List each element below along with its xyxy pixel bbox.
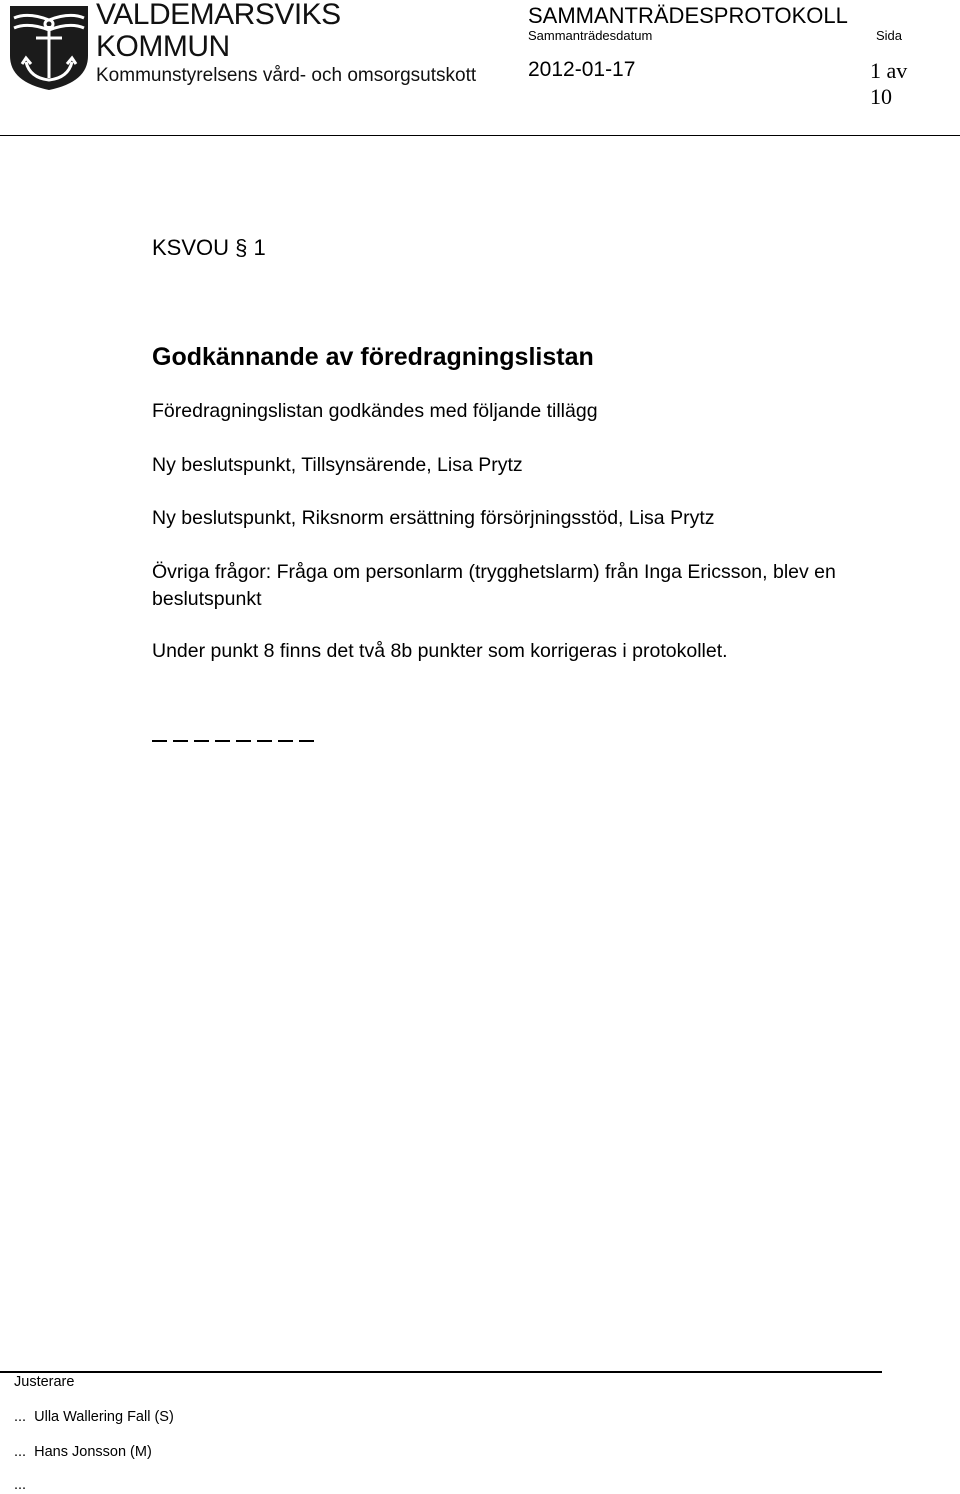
- paragraph: Ny beslutspunkt, Riksnorm ersättning försörjningsstöd, Lisa Prytz: [152, 507, 715, 529]
- paragraph: Föredragningslistan godkändes med följande tillägg: [152, 400, 598, 422]
- committee-name: Kommunstyrelsens vård- och omsorgsutskott: [96, 65, 477, 86]
- paragraph: Övriga frågor: Fråga om personlarm (trygghetslarm) från Inga Ericsson, blev en beslutspunkt: [152, 561, 836, 610]
- section-title: Godkännande av föredragningslistan: [152, 343, 594, 371]
- signature-line: ...: [14, 1477, 27, 1493]
- page-number: 1 av 10: [870, 58, 908, 109]
- section-end-dashes: [152, 740, 320, 742]
- signature-line: ... Ulla Wallering Fall (S): [14, 1409, 174, 1425]
- signature-line: ... Hans Jonsson (M): [14, 1444, 152, 1460]
- paragraph: Under punkt 8 finns det två 8b punkter som korrigeras i protokollet.: [152, 640, 728, 662]
- document-type: SAMMANTRÄDESPROTOKOLL: [528, 3, 848, 28]
- paragraph: Ny beslutspunkt, Tillsynsärende, Lisa Prytz: [152, 454, 523, 476]
- org-name-line1: VALDEMARSVIKS: [96, 0, 341, 31]
- footer-divider: [0, 1371, 882, 1373]
- municipality-coat-of-arms-anchor-icon: [8, 4, 90, 92]
- org-name-line2: KOMMUN: [96, 30, 230, 63]
- page-label: Sida: [876, 28, 903, 43]
- adjuster-label: Justerare: [14, 1374, 75, 1390]
- header-divider: [0, 135, 960, 136]
- meeting-date: 2012-01-17: [528, 58, 636, 81]
- section-number: KSVOU § 1: [152, 235, 266, 260]
- date-label: Sammanträdesdatum: [528, 28, 653, 43]
